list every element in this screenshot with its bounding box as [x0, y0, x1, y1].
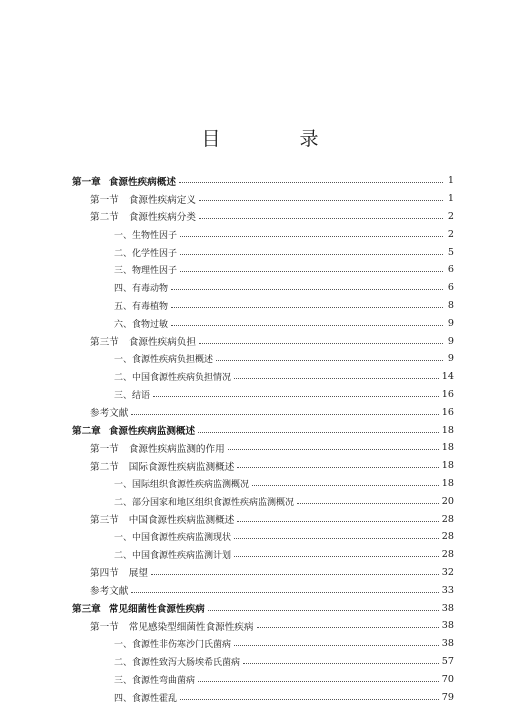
toc-entry-page-number: 18 — [441, 460, 454, 472]
toc-chapter-entry[interactable] — [72, 421, 454, 439]
toc-dot-leader — [297, 503, 439, 504]
toc-subsection-entry[interactable] — [72, 546, 454, 564]
toc-entry-page-number: 1 — [447, 193, 454, 205]
page-title: 目 录 — [201, 128, 349, 150]
toc-entry-number: 第二节 — [90, 461, 119, 473]
toc-entry-label: 一、中国食源性疾病监测现状 — [114, 533, 232, 544]
toc-chapter-entry[interactable] — [72, 599, 454, 617]
toc-entry-page-number: 38 — [441, 620, 454, 632]
toc-entry-label: 中国食源性疾病监测概述 — [128, 515, 235, 527]
toc-entry-label: 四、食源性霍乱 — [114, 693, 178, 704]
toc-entry-label: 一、国际组织食源性疾病监测概况 — [114, 479, 250, 490]
toc-entry-label: 一、生物性因子 — [114, 230, 178, 241]
toc-dot-leader — [179, 182, 443, 183]
toc-entry-label: 常见细菌性食源性疾病 — [108, 604, 205, 616]
toc-subsection-entry[interactable] — [72, 297, 454, 315]
toc-subsection-entry[interactable] — [72, 261, 454, 279]
toc-references-entry[interactable] — [72, 403, 454, 421]
toc-entry-label: 五、有毒植物 — [114, 301, 169, 312]
toc-entry-page-number: 18 — [441, 442, 454, 454]
toc-dot-leader — [234, 645, 439, 646]
toc-entry-number: 第四节 — [90, 568, 119, 580]
toc-entry-number: 第三节 — [90, 337, 119, 349]
toc-entry-number: 第一节 — [90, 194, 119, 206]
toc-entry-page-number: 20 — [441, 495, 454, 507]
toc-entry-label: 六、食物过敏 — [114, 319, 169, 330]
toc-dot-leader — [153, 396, 439, 397]
toc-entry-page-number: 9 — [447, 353, 454, 365]
toc-entry-page-number: 33 — [441, 584, 454, 596]
toc-entry-page-number: 32 — [441, 566, 454, 578]
toc-entry-page-number: 6 — [447, 282, 454, 294]
toc-references-entry[interactable] — [72, 581, 454, 599]
toc-dot-leader — [199, 200, 443, 201]
toc-dot-leader — [180, 699, 439, 700]
toc-dot-leader — [180, 236, 443, 237]
toc-section-entry[interactable] — [72, 617, 454, 635]
toc-entry-number: 第二章 — [72, 426, 101, 438]
toc-entry-number: 第一章 — [72, 176, 101, 188]
toc-dot-leader — [237, 521, 438, 522]
toc-entry-label: 三、结语 — [114, 390, 151, 401]
toc-entry-number: 第三节 — [90, 515, 119, 527]
toc-subsection-entry[interactable] — [72, 368, 454, 386]
toc-subsection-entry[interactable] — [72, 314, 454, 332]
toc-subsection-entry[interactable] — [72, 653, 454, 671]
toc-subsection-entry[interactable] — [72, 670, 454, 688]
toc-entry-page-number: 9 — [447, 335, 454, 347]
toc-entry-page-number: 79 — [441, 691, 454, 703]
toc-dot-leader — [180, 254, 443, 255]
toc-entry-number: 第三章 — [72, 604, 101, 616]
toc-subsection-entry[interactable] — [72, 635, 454, 653]
toc-entry-label: 二、化学性因子 — [114, 248, 178, 259]
toc-dot-leader — [199, 218, 443, 219]
toc-entry-label: 食源性疾病负担 — [128, 337, 196, 349]
toc-subsection-entry[interactable] — [72, 492, 454, 510]
toc-section-entry[interactable] — [72, 457, 454, 475]
toc-entry-label: 食源性疾病分类 — [128, 212, 196, 224]
toc-dot-leader — [171, 325, 443, 326]
toc-entry-label: 四、有毒动物 — [114, 284, 169, 295]
toc-dot-leader — [208, 610, 439, 611]
toc-dot-leader — [199, 343, 443, 344]
toc-entry-page-number: 6 — [447, 264, 454, 276]
toc-entry-page-number: 2 — [447, 210, 454, 222]
toc-dot-leader — [198, 681, 439, 682]
toc-entry-page-number: 1 — [447, 175, 454, 187]
toc-section-entry[interactable] — [72, 208, 454, 226]
toc-dot-leader — [243, 663, 439, 664]
toc-entry-page-number: 2 — [447, 228, 454, 240]
toc-entry-number: 第一节 — [90, 443, 119, 455]
toc-entry-page-number: 28 — [441, 513, 454, 525]
toc-entry-label: 食源性疾病概述 — [108, 176, 176, 188]
toc-entry-page-number: 16 — [441, 406, 454, 418]
toc-entry-label: 食源性疾病监测概述 — [108, 426, 196, 438]
toc-entry-page-number: 16 — [441, 388, 454, 400]
table-of-contents — [72, 172, 454, 706]
toc-dot-leader — [198, 432, 439, 433]
toc-entry-label: 三、物理性因子 — [114, 266, 178, 277]
toc-section-entry[interactable] — [72, 332, 454, 350]
toc-entry-page-number: 8 — [447, 299, 454, 311]
toc-section-entry[interactable] — [72, 510, 454, 528]
toc-chapter-entry[interactable] — [72, 172, 454, 190]
toc-entry-page-number: 18 — [441, 424, 454, 436]
toc-subsection-entry[interactable] — [72, 386, 454, 404]
toc-entry-label: 二、中国食源性疾病监测计划 — [114, 551, 232, 562]
toc-subsection-entry[interactable] — [72, 243, 454, 261]
toc-dot-leader — [151, 574, 439, 575]
toc-entry-page-number: 38 — [441, 638, 454, 650]
toc-dot-leader — [180, 271, 443, 272]
toc-subsection-entry[interactable] — [72, 279, 454, 297]
toc-entry-page-number: 38 — [441, 602, 454, 614]
toc-entry-label: 展望 — [128, 568, 148, 580]
toc-section-entry[interactable] — [72, 564, 454, 582]
toc-section-entry[interactable] — [72, 190, 454, 208]
toc-dot-leader — [171, 289, 443, 290]
toc-dot-leader — [228, 449, 439, 450]
toc-entry-page-number: 57 — [441, 655, 454, 667]
toc-entry-label: 参考文献 — [90, 586, 129, 598]
toc-entry-page-number: 28 — [441, 549, 454, 561]
toc-entry-label: 参考文献 — [90, 408, 129, 420]
toc-dot-leader — [234, 378, 439, 379]
toc-entry-label: 二、食源性致泻大肠埃希氏菌病 — [114, 657, 241, 668]
toc-entry-label: 食源性疾病定义 — [128, 194, 196, 206]
toc-dot-leader — [131, 414, 438, 415]
toc-subsection-entry[interactable] — [72, 688, 454, 706]
toc-entry-page-number: 5 — [447, 246, 454, 258]
toc-entry-page-number: 28 — [441, 531, 454, 543]
toc-subsection-entry[interactable] — [72, 350, 454, 368]
toc-dot-leader — [257, 627, 439, 628]
toc-entry-page-number: 18 — [441, 477, 454, 489]
toc-subsection-entry[interactable] — [72, 475, 454, 493]
toc-subsection-entry[interactable] — [72, 225, 454, 243]
toc-dot-leader — [252, 485, 439, 486]
toc-entry-label: 一、食源性疾病负担概述 — [114, 355, 214, 366]
toc-entry-label: 二、部分国家和地区组织食源性疾病监测概况 — [114, 497, 295, 508]
toc-dot-leader — [234, 538, 439, 539]
toc-dot-leader — [171, 307, 443, 308]
toc-dot-leader — [131, 592, 438, 593]
toc-entry-number: 第一节 — [90, 621, 119, 633]
toc-dot-leader — [216, 360, 443, 361]
toc-subsection-entry[interactable] — [72, 528, 454, 546]
toc-entry-label: 二、中国食源性疾病负担情况 — [114, 373, 232, 384]
toc-entry-page-number: 70 — [441, 673, 454, 685]
toc-entry-number: 第二节 — [90, 212, 119, 224]
toc-entry-label: 一、食源性非伤寒沙门氏菌病 — [114, 640, 232, 651]
toc-entry-page-number: 9 — [447, 317, 454, 329]
toc-dot-leader — [237, 467, 438, 468]
toc-entry-page-number: 14 — [441, 371, 454, 383]
toc-entry-label: 三、食源性弯曲菌病 — [114, 675, 196, 686]
toc-entry-label: 国际食源性疾病监测概述 — [128, 461, 235, 473]
toc-entry-label: 常见感染型细菌性食源性疾病 — [128, 621, 254, 633]
toc-section-entry[interactable] — [72, 439, 454, 457]
toc-dot-leader — [234, 556, 439, 557]
toc-entry-label: 食源性疾病监测的作用 — [128, 443, 225, 455]
